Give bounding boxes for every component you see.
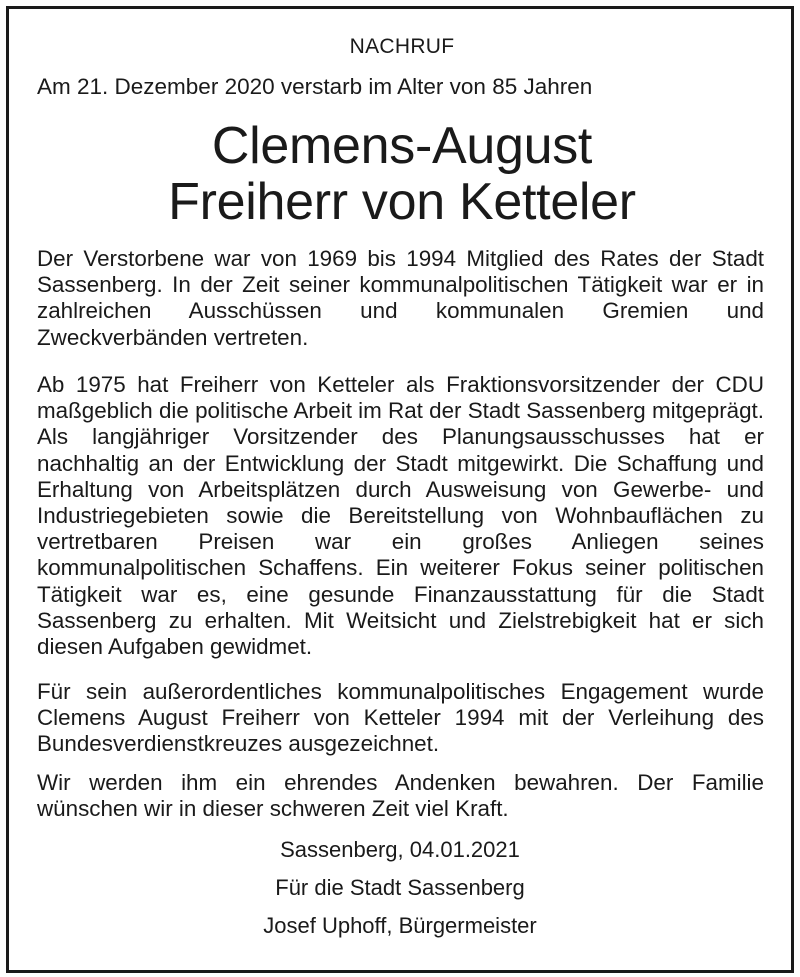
deceased-name-line1: Clemens-August: [211, 117, 593, 175]
place-date: Sassenberg, 04.01.2021: [280, 837, 520, 862]
deceased-name-line2: Freiherr von Ketteler: [168, 173, 636, 231]
signer-name: Josef Uphoff, Bürgermeister: [263, 913, 537, 938]
paragraph-council-membership: Der Verstorbene war von 1969 bis 1994 Mitglied des Rates der Stadt Sassenberg. In der Zeit seiner kommunalpolitischen Tätigkeit war er in zahlreichen Ausschüssen und kommunalen Gremien und Zweckverbänden vertreten.: [37, 246, 764, 350]
signing-organization: Für die Stadt Sassenberg: [275, 875, 525, 900]
paragraph-award: Für sein außerordentliches kommunalpolitisches Engagement wurde Clemens August Freiherr von Ketteler 1994 mit der Verleihung des Bundesverdienstkreuzes ausgezeichnet.: [37, 679, 764, 757]
paragraph-political-work: Ab 1975 hat Freiherr von Ketteler als Fraktionsvorsitzender der CDU maßgeblich die politische Arbeit im Rat der Stadt Sassenberg mitgeprägt. Als langjähriger Vorsitzender des Planungsausschusses hat er nachhaltig an der Entwicklung der Stadt mitgewirkt. Die Schaffung und Erhaltung von Arbeitsplätzen durch Ausweisung von Gewerbe- und Industriegebieten sowie die Bereitstellung von Wohnbauflächen zu vertretbaren Preisen war ein großes Anliegen seines kommunalpolitischen Schaffens. Ein weiterer Fokus seiner politischen Tätigkeit war es, eine gesunde Finanzausstattung für die Stadt Sassenberg zu erhalten. Mit Weitsicht und Zielstrebigkeit hat er sich diesen Aufgaben gewidmet.: [37, 372, 764, 660]
notice-intro: Am 21. Dezember 2020 verstarb im Alter von 85 Jahren: [37, 74, 593, 99]
paragraph-condolence: Wir werden ihm ein ehrendes Andenken bewahren. Der Familie wünschen wir in dieser schweren Zeit viel Kraft.: [37, 770, 764, 822]
notice-label: NACHRUF: [349, 35, 455, 58]
